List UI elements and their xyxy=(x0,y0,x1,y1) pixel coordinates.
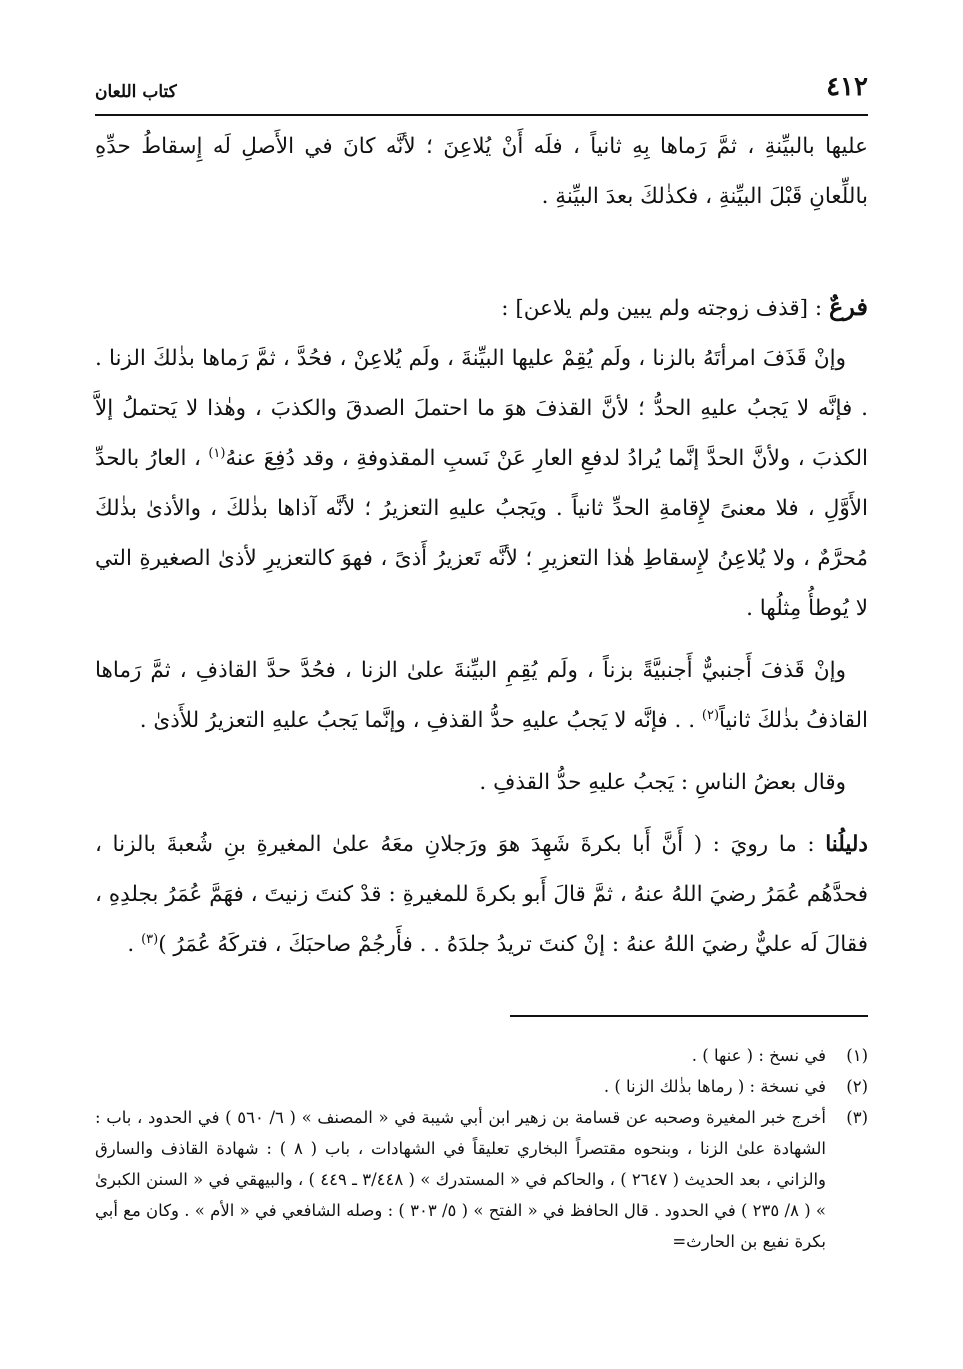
footnote-text: في نسخ : ( عنها ) . xyxy=(691,1046,826,1065)
paragraph-1: عليها بالبيِّنةِ ، ثمَّ رَماها بِهِ ثانياً ، فلَه أَنْ يُلاعِنَ ؛ لأنَّه كانَ في الأَصلِ لَه إِسقاطُ حدِّهِ باللِّعانِ قَبْلَ البيِّنةِ ، فكذٰلكَ بعدَ البيِّنةِ . xyxy=(95,134,868,209)
footnote-3 xyxy=(95,1102,868,1257)
footnote-1 xyxy=(95,1040,868,1071)
section-heading xyxy=(95,282,868,334)
paragraph-2-part-b: ، العارُ بالحدِّ الأَوَّلِ ، فلا معنىً لإِقامةِ الحدِّ ثانياً . ويَجبُ عليهِ التعزيرُ ؛ لأنَّه آذاها بذٰلكَ ، والأذىٰ بذٰلكَ مُحرَّمٌ ، ولا يُلاعِنُ لإِسقاطِ هٰذا التعزيرِ ؛ لأنَّه تَعزيرُ أَذىً ، فهوَ كالتعزيرِ لأذىٰ الصغيرةِ التي لا يُوطأُ مِثلُها . xyxy=(95,446,868,621)
footnotes xyxy=(95,1040,868,1257)
footnote-text: أخرج خبر المغيرة وصحبه عن قسامة بن زهير ابن أبي شيبة في « المصنف » ( ٦/ ٥٦٠ ) في الحدود ، باب : الشهادة علىٰ الزنا ، وبنحوه مقتصراً البخاري تعليقاً في الشهادات ، باب ( ٨ ) : شهادة القاذف والسارق والزاني ، بعد الحديث ( ٢٦٤٧ ) ، والحاكم في « المستدرك » ( ٣/٤٤٨ ـ ٤٤٩ ) ، والبيهقي في « السنن الكبرىٰ » ( ٨/ ٢٣٥ ) في الحدود . قال الحافظ في « الفتح » ( ٥/ ٣٠٣ ) : وصله الشافعي في « الأم » . وكان مع أبي بكرة نفيع بن الحارث= xyxy=(95,1108,827,1251)
heading-word: فرعٌ xyxy=(828,292,868,321)
evidence-label: دليلُنا xyxy=(825,832,868,857)
footnote-number: (٢) xyxy=(846,1077,868,1096)
paragraph-2-part-a: وإنْ قَذَفَ امرأتَهُ بالزنا ، ولَم يُقِمْ عليها البيِّنةَ ، ولَم يُلاعِنْ ، فحُدَّ ، ثمَّ رَماها بذٰلكَ الزنا . . فإنَّه لا يَجبُ عليهِ الحدُّ ؛ لأنَّ القذفَ هوَ ما احتملَ الصدقَ والكذبَ ، وهٰذا لا يَحتملُ إلاَّ الكذبَ ، ولأنَّ الحدَّ إنَّما يُرادُ لدفعِ العارِ عَنْ نَسبِ المقذوفةِ ، وقد دُفِعَ عنهُ xyxy=(95,346,868,471)
paragraph-3-part-b: . . فإنَّه لا يَجبُ عليهِ حدُّ القذفِ ، وإنَّما يَجبُ عليهِ التعزيرُ للأَذىٰ . xyxy=(139,708,702,733)
book-title: كتاب اللعان xyxy=(95,82,177,102)
paragraph-2 xyxy=(95,334,868,634)
paragraph-5 xyxy=(95,820,868,970)
main-text xyxy=(95,122,868,970)
heading-title: : [قذف زوجته ولم يبين ولم يلاعن] : xyxy=(501,296,829,321)
footnote-ref-1: (١) xyxy=(208,445,226,461)
paragraph-4: وقال بعضُ الناسِ : يَجبُ عليهِ حدُّ القذفِ . xyxy=(479,770,846,795)
paragraph-3 xyxy=(95,646,868,746)
page-header xyxy=(95,70,868,116)
paragraph-3-part-a: وإنْ قَذفَ أَجنبيٌّ أَجنبيَّةً بزناً ، ولَم يُقِمِ البيِّنةَ علىٰ الزنا ، فحُدَّ حدَّ القاذفِ ، ثمَّ رَماها القاذفُ بذٰلكَ ثانياً xyxy=(95,658,868,733)
footnote-ref-3: (٣) xyxy=(141,931,159,947)
footnote-2 xyxy=(95,1071,868,1102)
footnote-ref-2: (٢) xyxy=(701,707,720,723)
footnote-text: في نسخة : ( رماها بذٰلك الزنا ) . xyxy=(603,1077,826,1096)
paragraph-5-part-a: : ما رويَ : ( أَنَّ أَبا بكرةَ شَهِدَ هوَ ورَجلانِ معَهُ علىٰ المغيرةِ بنِ شُعبةَ بالزنا ، فحدَّهُم عُمَرُ رضيَ اللهُ عنهُ ، ثمَّ قالَ أَبو بكرةَ للمغيرةِ : قدْ كنتَ زنيتَ ، فهَمَّ عُمَرُ بجلدِهِ ، فقالَ لَه عليٌّ رضيَ اللهُ عنهُ : إنْ كنتَ تريدُ جلدَهُ . . فأَرجُمْ صاحبَكَ ، فتركَهُ عُمَرُ ) xyxy=(95,832,868,957)
footnote-number: (١) xyxy=(846,1046,868,1065)
page-number: ٤١٢ xyxy=(826,72,868,102)
footnote-number: (٣) xyxy=(846,1108,868,1127)
paragraph-5-part-b: . xyxy=(127,932,142,957)
footnote-divider xyxy=(510,1015,868,1017)
